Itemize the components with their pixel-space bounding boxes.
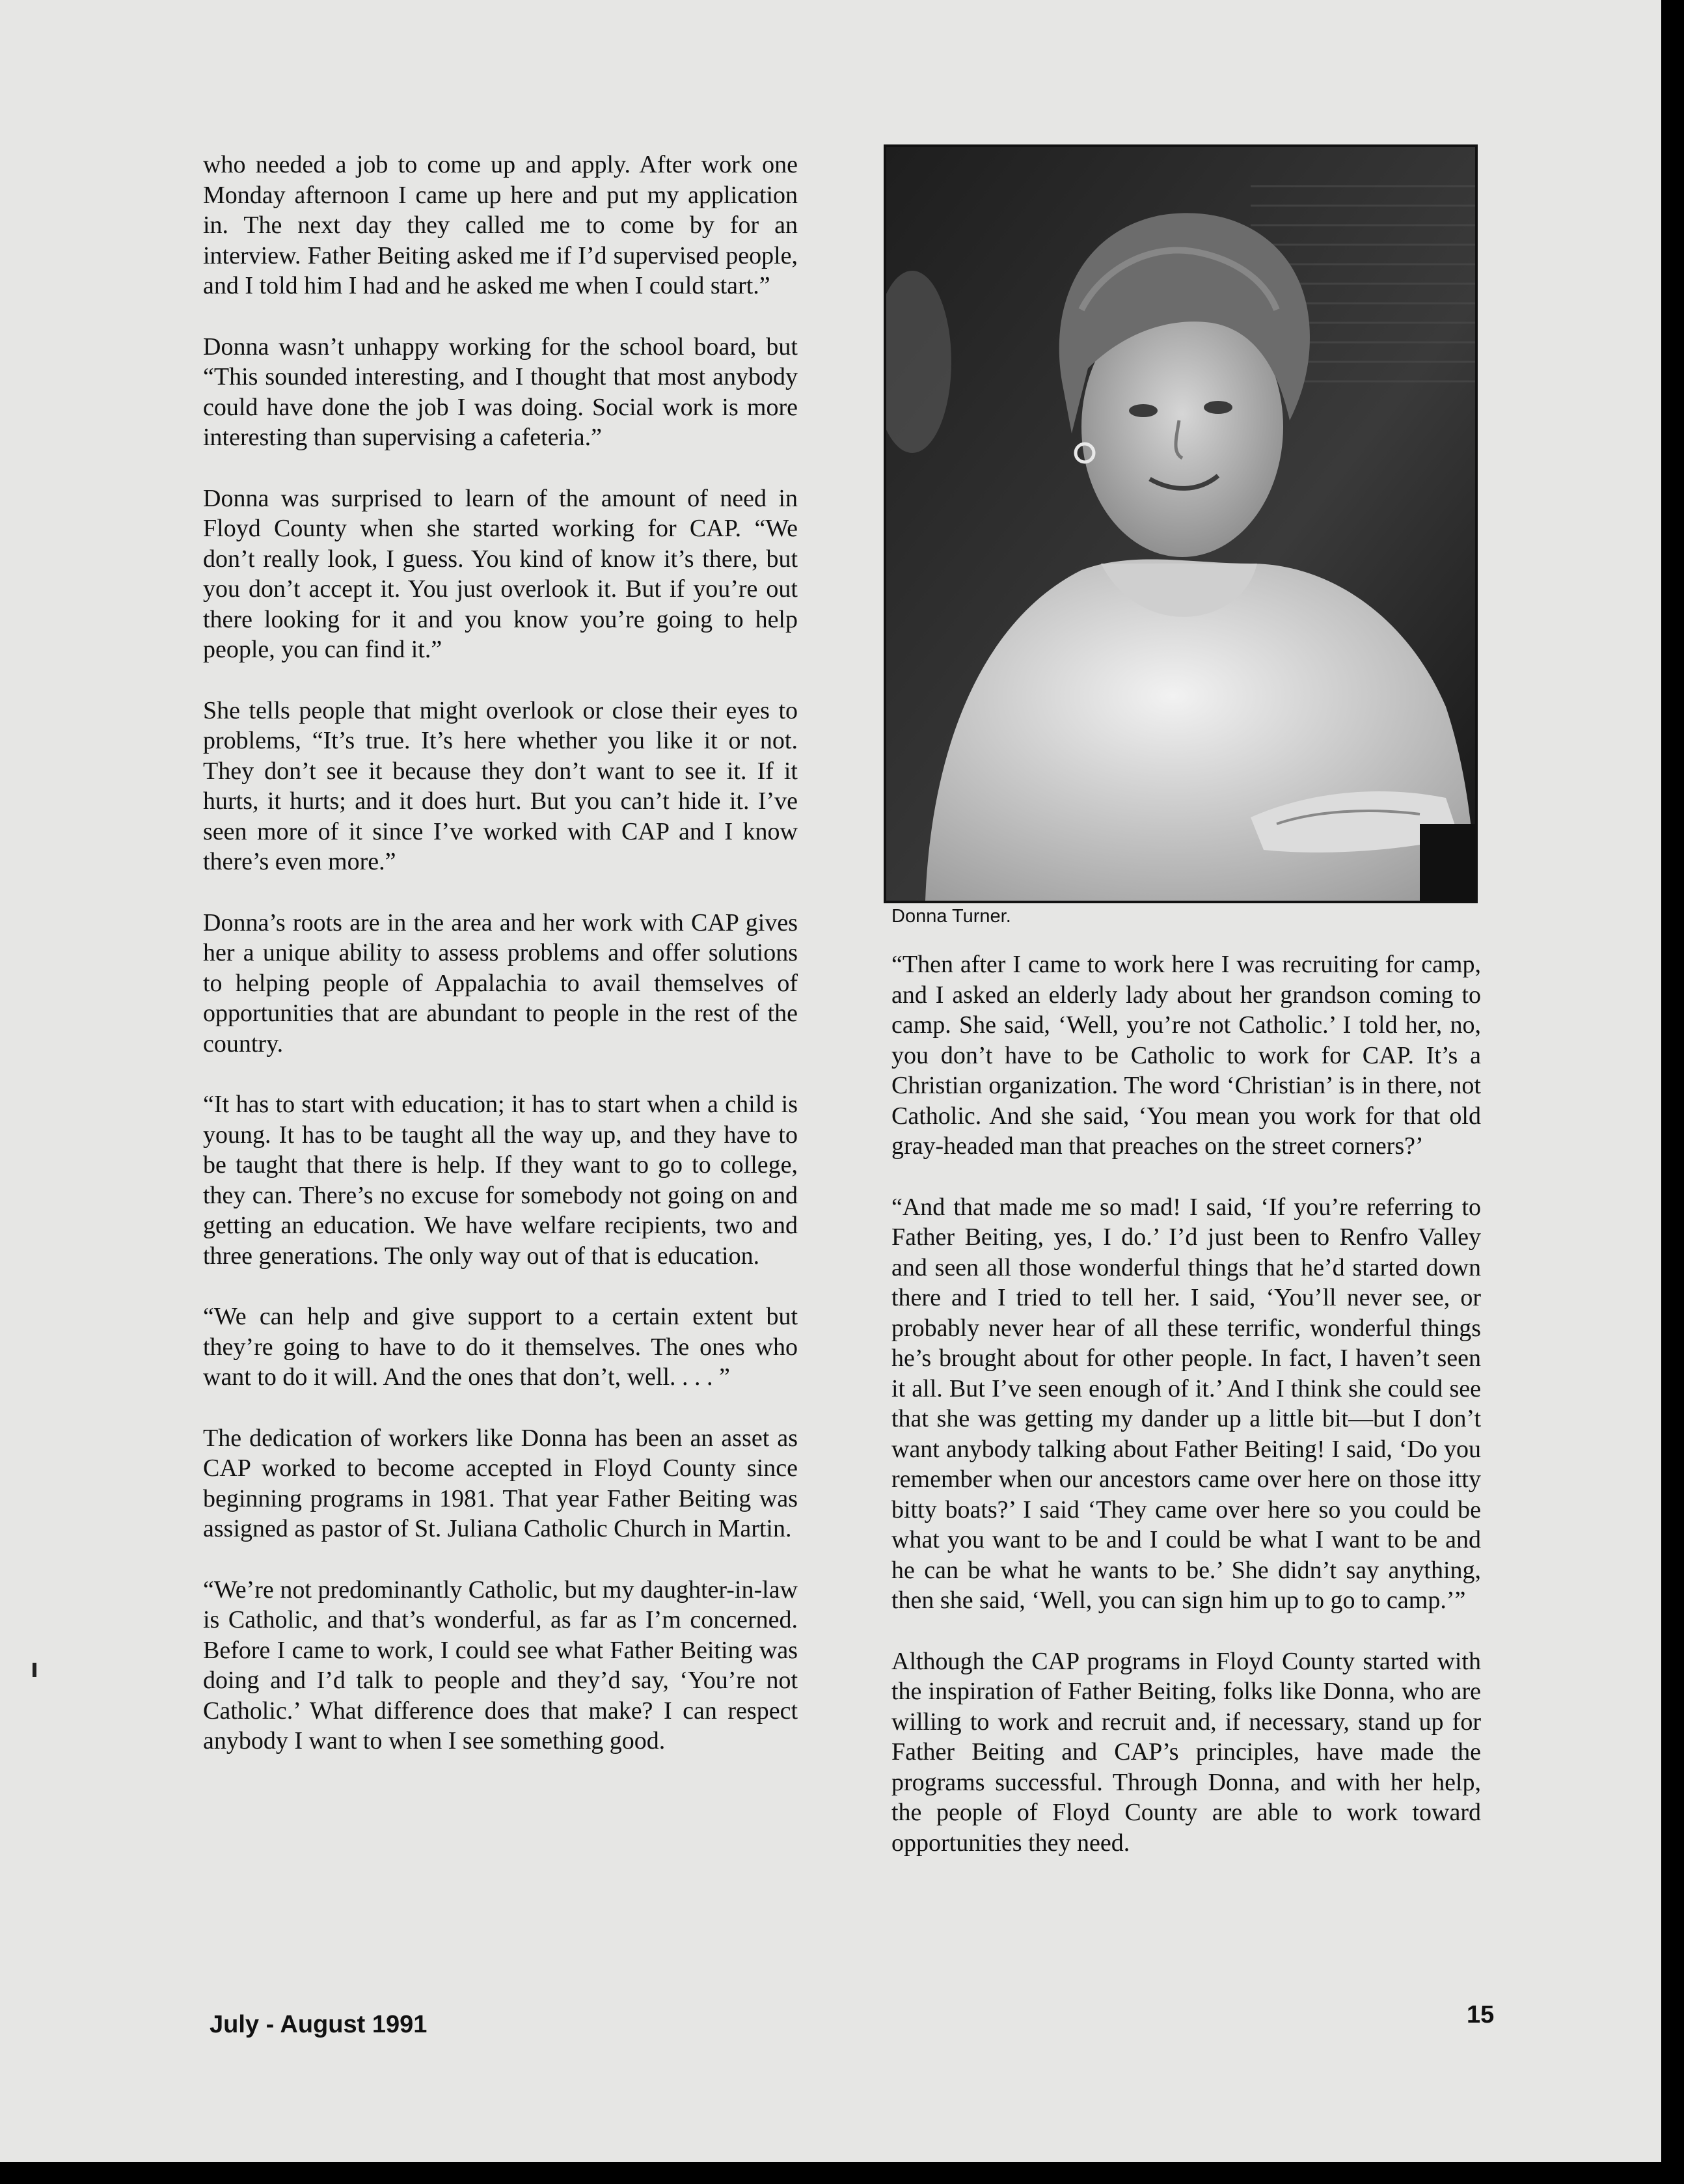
paragraph: Although the CAP programs in Floyd County started with the inspiration of Father Beiting, folks like Donna, who are willing to work and recruit and, if necessary, stand up for Father Beiting and CAP’s principles, have made the programs successful. Through Donna, and with her help, the people of Floyd County are able to work toward opportunities they need. [891, 1647, 1481, 1857]
paragraph: “It has to start with education; it has to start when a child is young. It has to be taught all the way up, and they have to be taught that there is help. If they want to go to college, they can. There’s no excuse for somebody not going on and getting an education. We have welfare recipients, two and three generations. The only way out of that is education. [203, 1091, 798, 1270]
paragraph: Donna’s roots are in the area and her work with CAP gives her a unique ability to assess problems and offer solutions to helping people of Appalachia to avail themselves of opportunities that are abundant to people in the rest of the country. [203, 908, 798, 1058]
page-number: 15 [1467, 2001, 1495, 2028]
paragraph: “We’re not predominantly Catholic, but my daughter-in-law is Catholic, and that’s wonderful, as far as I’m concerned. Before I came to work, I could see what Father Beiting was doing and I’d talk to people and they’d say, ‘You’re not Catholic.’ What difference does that make? I can respect anybody I want to when I see something good. [203, 1576, 798, 1754]
paragraph: who needed a job to come up and apply. After work one Monday afternoon I came up here and put my application in. The next day they called me to come by for an interview. Father Beiting asked me if I’d supervised people, and I told him I had and he asked me when I could start.” [203, 151, 798, 299]
paragraph: The dedication of workers like Donna has been an asset as CAP worked to become accepted in Floyd County since beginning programs in 1981. That year Father Beiting was assigned as pastor of St. Juliana Catholic Church in Martin. [203, 1424, 798, 1542]
paragraph: Donna wasn’t unhappy working for the school board, but “This sounded interesting, and I thought that most anybody could have done the job I was doing. Social work is more interesting than supervising a cafeteria.” [203, 333, 798, 451]
paragraph: “We can help and give support to a certain extent but they’re going to have to do it themselves. The ones who want to do it will. And the ones that don’t, well. . . . ” [203, 1303, 798, 1391]
portrait-photo [884, 144, 1478, 903]
margin-mark [33, 1663, 36, 1677]
paragraph: “Then after I came to work here I was recruiting for camp, and I asked an elderly lady about her grandson coming to camp. She said, ‘Well, you’re not Catholic.’ I told her, no, you don’t have to be Catholic to work for CAP. It’s a Christian organization. The word ‘Christian’ is in there, not Catholic. And she said, ‘You mean you work for that old gray-headed man that preaches on the street corners?’ [891, 951, 1481, 1160]
paragraph: Donna was surprised to learn of the amount of need in Floyd County when she started working for CAP. “We don’t really look, I guess. You kind of know it’s there, but you don’t accept it. You just overlook it. But if you’re out there looking for it and you know you’re going to help people, you can find it.” [203, 484, 798, 663]
paragraph: “And that made me so mad! I said, ‘If you’re referring to Father Beiting, yes, I do.’ I’d just been to Renfro Valley and seen all those wonderful things that he’d started down there and I tried to tell her. I said, ‘You’ll never see, or probably never hear of all these terrific, wonderful things he’s brought about for other people. In fact, I haven’t seen it all. But I’ve seen enough of it.’ And I think she could see that she was getting my dander up a little bit—but I don’t want anybody talking about Father Beiting! I said, ‘Do you remember when our ancestors came over here on those itty bitty boats?’ I said ‘They came over here so you could be what you want to be and I could be what I want to be and he can be what he wants to be.’ She didn’t say anything, then she said, ‘Well, you can sign him up to go to camp.’” [891, 1193, 1481, 1614]
photo-caption: Donna Turner. [891, 906, 1011, 927]
left-text-column [203, 150, 798, 1787]
paragraph: She tells people that might overlook or close their eyes to problems, “It’s true. It’s here whether you like it or not. They don’t see it because they don’t want to see it. If it hurts, it hurts; and it does hurt. But you can’t hide it. I’ve seen more of it since I’ve worked with CAP and I know there’s even more.” [203, 696, 798, 875]
portrait-illustration [886, 147, 1475, 901]
issue-date: July - August 1991 [210, 2011, 428, 2038]
right-text-column [891, 949, 1481, 1889]
